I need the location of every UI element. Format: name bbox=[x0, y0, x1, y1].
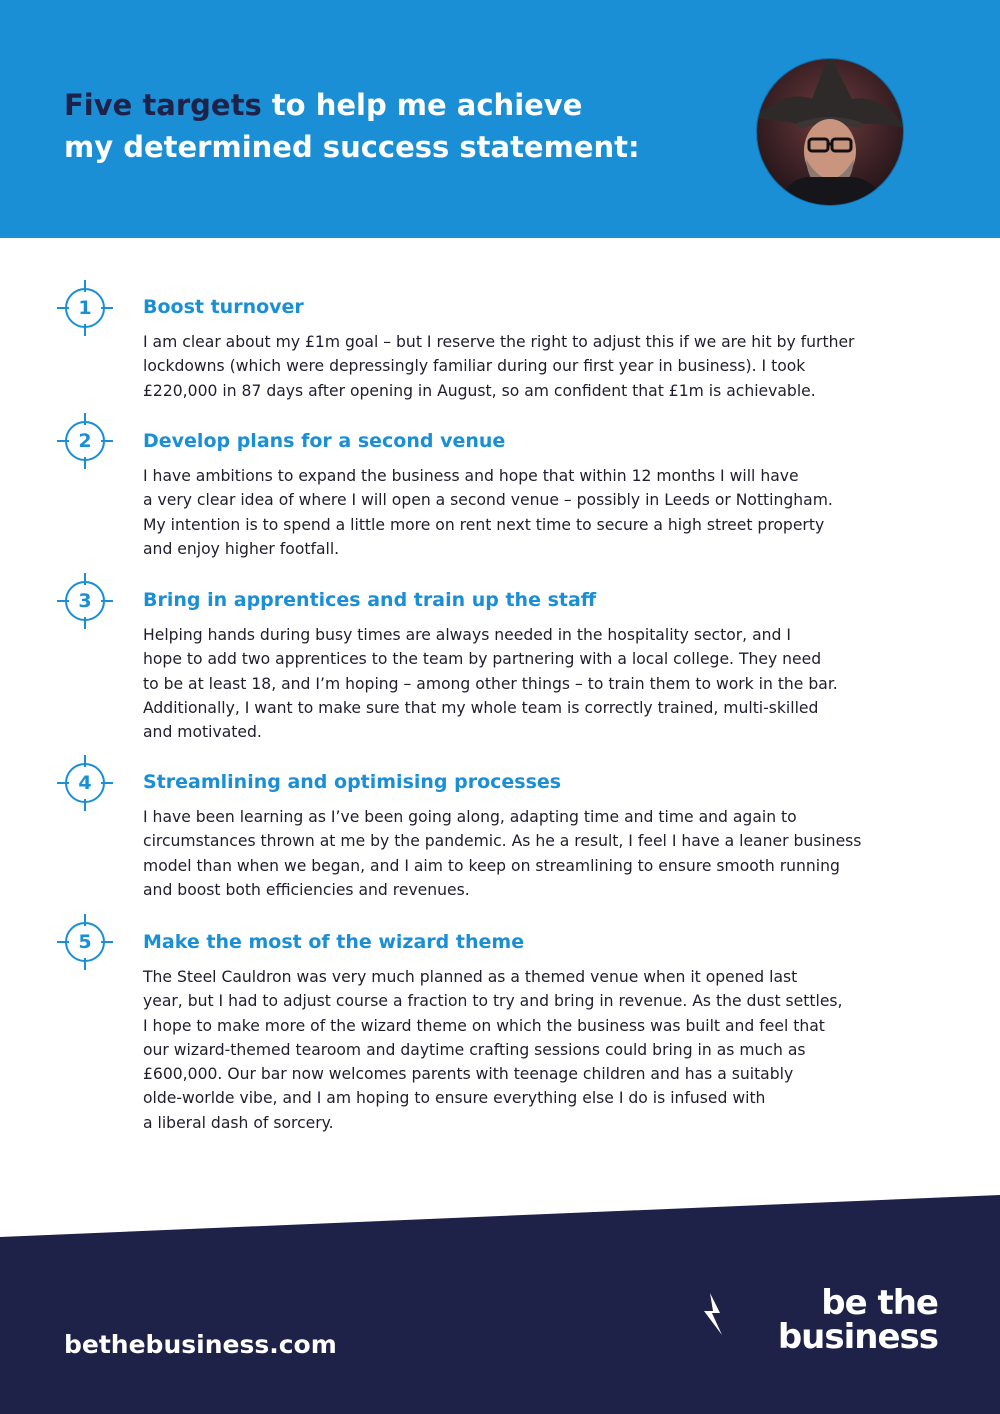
target-heading: Make the most of the wizard theme bbox=[143, 931, 525, 953]
target-number: 3 bbox=[78, 590, 92, 612]
target-number: 4 bbox=[78, 772, 92, 794]
target-number: 2 bbox=[78, 430, 92, 452]
logo-line2: business bbox=[777, 1317, 938, 1357]
target-body: The Steel Cauldron was very much planned as a themed venue when it opened last year, but I had to adjust course a fraction to try and bring in revenue. As the dust settles, I hope to make more of the wizard theme on which the business was built and feel that our wizard-themed tearoom and daytime crafting sessions could bring in as much as £600,000. Our bar now welcomes parents with teenage children and has a suitably olde-worlde vibe, and I am hoping to ensure everything else I do is infused with a liberal dash of sorcery. bbox=[143, 968, 843, 1132]
brand-logo bbox=[700, 1283, 940, 1363]
portrait-illustration bbox=[757, 59, 903, 205]
title-highlight: Five targets bbox=[64, 88, 262, 122]
target-number: 1 bbox=[78, 297, 92, 319]
target-body: I have ambitions to expand the business and hope that within 12 months I will have a very clear idea of where I will open a second venue – possibly in Leeds or Nottingham. My intention is to spend a little more on rent next time to secure a high street property and enjoy higher footfall. bbox=[143, 467, 833, 558]
target-body: I have been learning as I’ve been going along, adapting time and time and again to circumstances thrown at me by the pandemic. As he a result, I feel I have a leaner business model than when we began, and I aim to keep on streamlining to ensure smooth running and boost both efficiencies and revenues. bbox=[143, 808, 862, 899]
target-heading: Develop plans for a second venue bbox=[143, 430, 506, 452]
logo-line1: be the bbox=[821, 1283, 938, 1323]
title-line2: my determined success statement: bbox=[64, 130, 640, 164]
target-body: I am clear about my £1m goal – but I reserve the right to adjust this if we are hit by further lockdowns (which were depressingly familiar during our first year in business). I took £220,000 in 87 days after opening in August, so am confident that £1m is achievable. bbox=[143, 333, 855, 400]
portrait-photo bbox=[756, 58, 904, 206]
target-body: Helping hands during busy times are always needed in the hospitality sector, and I hope to add two apprentices to the team by partnering with a local college. They need to be at least 18, and I’m hoping – among other things – to train them to work in the bar. Additionally, I want to make sure that my whole team is correctly trained, multi-skilled and motivated. bbox=[143, 626, 838, 742]
target-number: 5 bbox=[78, 931, 92, 953]
target-heading: Streamlining and optimising processes bbox=[143, 771, 562, 793]
crosshair-icon bbox=[57, 280, 113, 336]
target-heading: Bring in apprentices and train up the staff bbox=[143, 589, 597, 611]
crosshair-icon bbox=[57, 573, 113, 629]
crosshair-icon bbox=[57, 914, 113, 970]
header-banner bbox=[0, 0, 1000, 238]
crosshair-icon bbox=[57, 755, 113, 811]
page-title bbox=[64, 84, 640, 168]
title-line1-rest: to help me achieve bbox=[261, 88, 583, 122]
target-heading: Boost turnover bbox=[143, 296, 304, 318]
crosshair-icon bbox=[57, 413, 113, 469]
website-link[interactable]: bethebusiness.com bbox=[64, 1330, 337, 1359]
